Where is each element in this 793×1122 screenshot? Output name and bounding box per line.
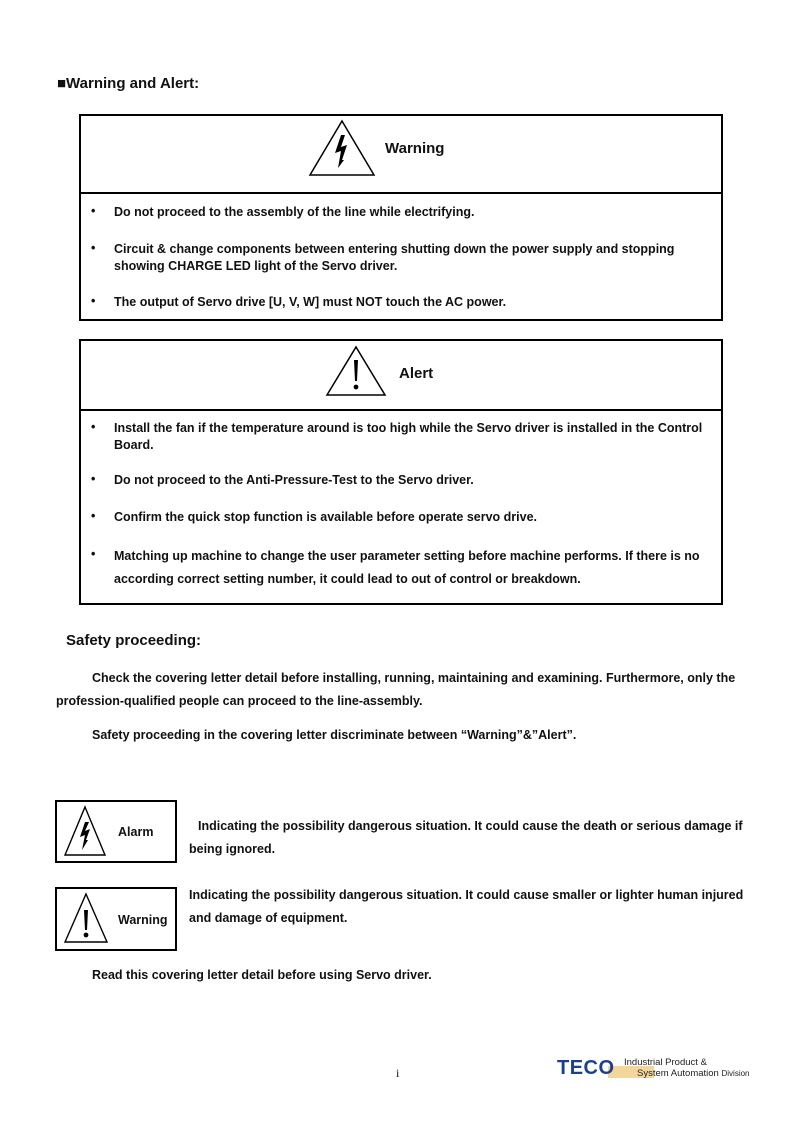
- safety-paragraph-1: Check the covering letter detail before installing, running, maintaining and examining. Furthermore, only the profession-qualified people can proceed to the line-assembly.: [56, 671, 736, 708]
- company-line-2: [637, 1068, 750, 1079]
- company-name: System Automation: [637, 1068, 719, 1079]
- closing-note: Read this covering letter detail before using Servo driver.: [92, 968, 432, 982]
- warning-box-title: Warning: [385, 140, 445, 157]
- safety-paragraph-2: Safety proceeding in the covering letter discriminate between “Warning”&”Alert”.: [92, 728, 577, 742]
- bullet: •: [91, 472, 96, 486]
- bullet: •: [91, 547, 96, 561]
- warning-item-1: Do not proceed to the assembly of the line while electrifying.: [114, 205, 475, 219]
- warning-legend-box: [55, 887, 177, 951]
- warning-box: [79, 114, 723, 321]
- warning-legend-label: Warning: [118, 913, 168, 927]
- exclamation-triangle-icon: [63, 892, 109, 944]
- warning-item-3: The output of Servo drive [U, V, W] must NOT touch the AC power.: [114, 295, 507, 309]
- alert-item-1: Install the fan if the temperature around is too high while the Servo driver is installed in the Control Board.: [114, 421, 703, 452]
- bullet: •: [91, 204, 96, 218]
- alert-item-2: Do not proceed to the Anti-Pressure-Test to the Servo driver.: [114, 473, 474, 487]
- alert-item-3: Confirm the quick stop function is available before operate servo drive.: [114, 510, 538, 524]
- bullet: •: [91, 509, 96, 523]
- warning-legend-description: Indicating the possibility dangerous situation. It could cause smaller or lighter human injured and damage of equipment.: [189, 888, 744, 925]
- company-line-1: Industrial Product &: [624, 1057, 707, 1068]
- alert-box: [79, 339, 723, 605]
- bullet: •: [91, 420, 96, 434]
- company-division: Division: [721, 1069, 750, 1078]
- high-voltage-icon: [307, 118, 377, 178]
- bullet: •: [91, 241, 96, 255]
- high-voltage-icon: [63, 805, 107, 857]
- section-title: ■Warning and Alert:: [57, 75, 200, 92]
- exclamation-triangle-icon: [325, 345, 387, 397]
- alert-box-header: [81, 341, 721, 411]
- alert-box-title: Alert: [399, 365, 434, 382]
- alarm-legend-box: [55, 800, 177, 863]
- page-number: i: [396, 1066, 400, 1080]
- warning-box-header: [81, 116, 721, 194]
- alert-item-4: Matching up machine to change the user parameter setting before machine performs. If there is no according correct setting number, it could lead to out of control or breakdown.: [114, 549, 700, 586]
- bullet: •: [91, 294, 96, 308]
- safety-title: Safety proceeding:: [66, 632, 202, 649]
- alarm-legend-description: Indicating the possibility dangerous situation. It could cause the death or serious damage if being ignored.: [189, 819, 743, 856]
- teco-logo: TECO: [557, 1057, 615, 1079]
- warning-item-2: Circuit & change components between entering shutting down the power supply and stopping showing CHARGE LED light of the Servo driver.: [114, 242, 675, 273]
- alarm-legend-label: Alarm: [118, 825, 154, 839]
